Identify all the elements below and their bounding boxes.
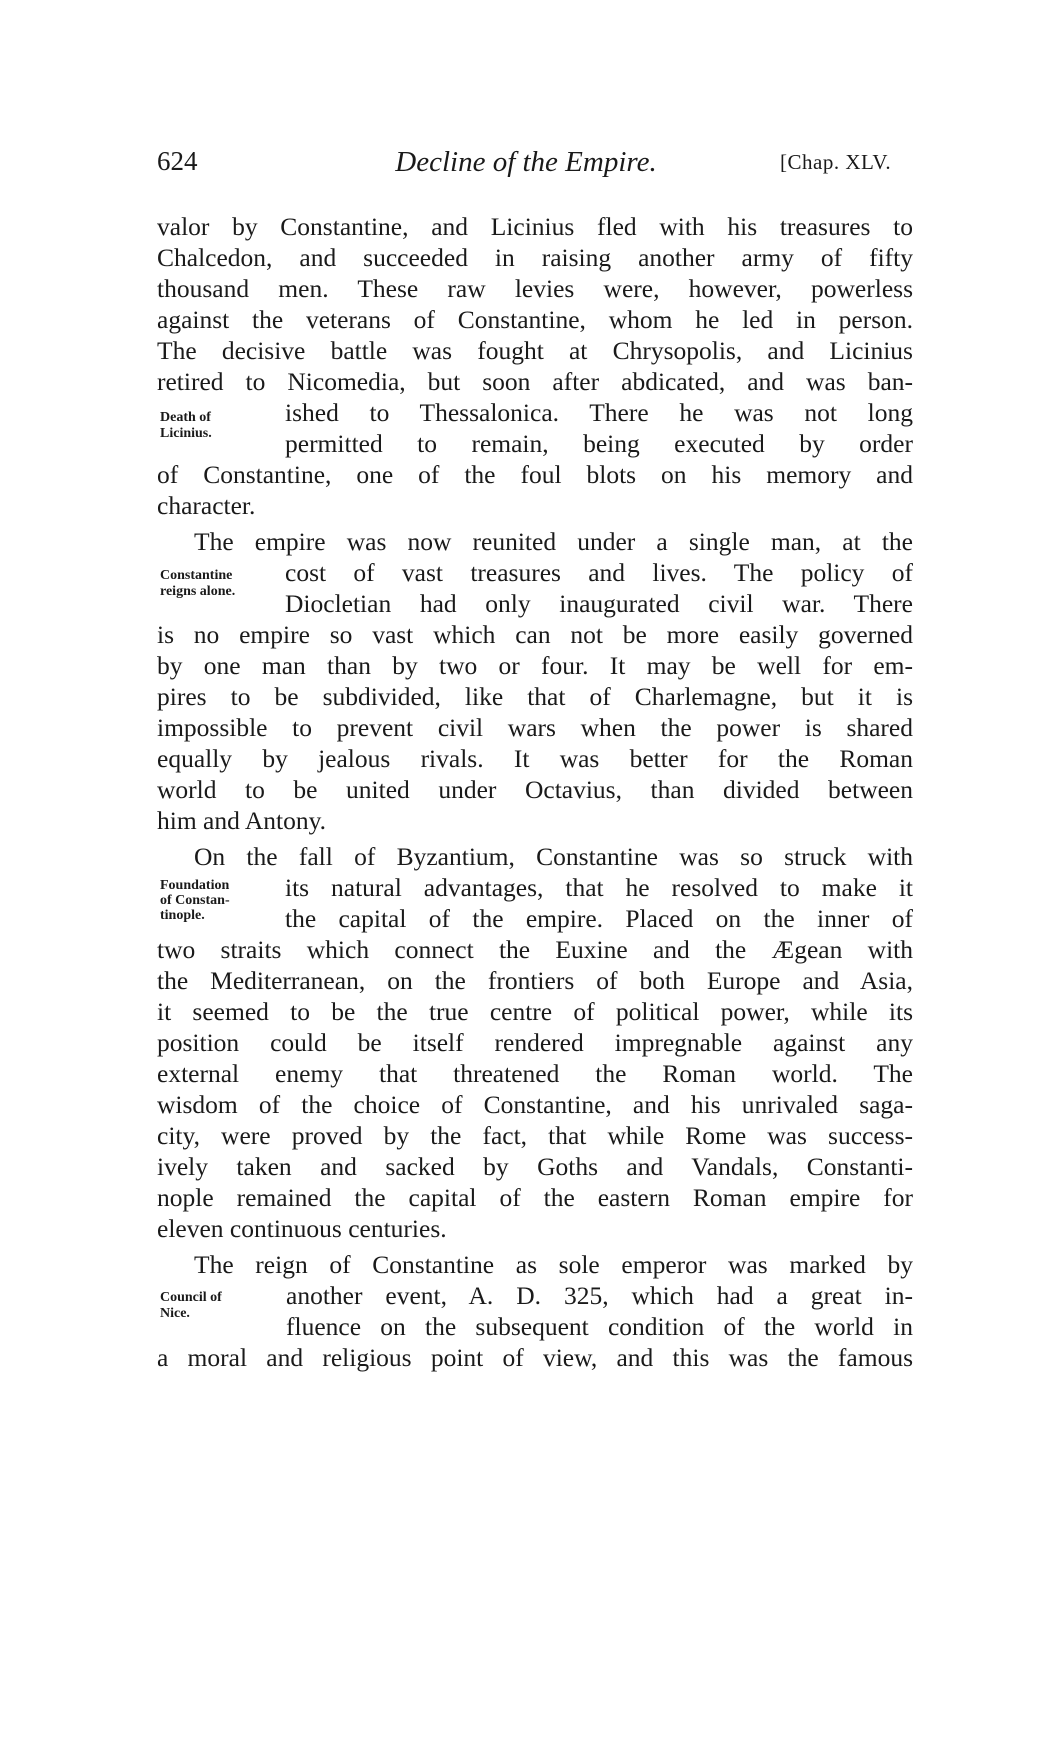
sidenote-line: Foundation	[160, 878, 230, 893]
text-line: wisdom of the choice of Constantine, and his unrivaled saga-	[157, 1090, 913, 1119]
sidenote-line: tinople.	[160, 908, 205, 923]
sidenote-line: Nice.	[160, 1306, 190, 1321]
sidenote-line: Council of	[160, 1290, 222, 1305]
text-line: ively taken and sacked by Goths and Vandals, Constanti-	[157, 1152, 913, 1181]
text-line: of Constantine, one of the foul blots on his memory and	[157, 460, 913, 489]
sidenote-line: Death of	[160, 410, 211, 425]
text-line: a moral and religious point of view, and this was the famous	[157, 1343, 913, 1372]
text-line: permitted to remain, being executed by order	[285, 429, 913, 458]
text-line: The reign of Constantine as sole emperor was marked by	[194, 1250, 913, 1279]
text-line: him and Antony.	[157, 806, 327, 835]
text-line: retired to Nicomedia, but soon after abdicated, and was ban-	[157, 367, 913, 396]
sidenote-line: Licinius.	[160, 426, 212, 441]
page-number: 624	[157, 146, 198, 176]
text-line: character.	[157, 491, 256, 520]
text-line: is no empire so vast which can not be more easily governed	[157, 620, 913, 649]
text-line: two straits which connect the Euxine and the Ægean with	[157, 935, 913, 964]
running-title: Decline of the Empire.	[395, 146, 657, 178]
text-line: world to be united under Octavius, than divided between	[157, 775, 913, 804]
text-line: impossible to prevent civil wars when the power is shared	[157, 713, 913, 742]
text-line: fluence on the subsequent condition of the world in	[286, 1312, 913, 1341]
text-line: Diocletian had only inaugurated civil war. There	[285, 589, 913, 618]
text-line: pires to be subdivided, like that of Charlemagne, but it is	[157, 682, 913, 711]
text-line: cost of vast treasures and lives. The policy of	[285, 558, 913, 587]
running-header	[0, 146, 1052, 190]
text-line: the capital of the empire. Placed on the inner of	[285, 904, 913, 933]
text-line: ished to Thessalonica. There he was not long	[285, 398, 913, 427]
text-line: it seemed to be the true centre of political power, while its	[157, 997, 913, 1026]
sidenote-line: Constantine	[160, 568, 233, 583]
text-line: against the veterans of Constantine, whom he led in person.	[157, 305, 913, 334]
text-line: nople remained the capital of the eastern Roman empire for	[157, 1183, 913, 1212]
text-line: thousand men. These raw levies were, however, powerless	[157, 274, 913, 303]
text-line: Chalcedon, and succeeded in raising another army of fifty	[157, 243, 913, 272]
sidenote-line: of Constan-	[160, 893, 230, 908]
text-line: another event, A. D. 325, which had a great in-	[286, 1281, 913, 1310]
text-line: external enemy that threatened the Roman world. The	[157, 1059, 913, 1088]
text-line: position could be itself rendered impregnable against any	[157, 1028, 913, 1057]
text-line: equally by jealous rivals. It was better for the Roman	[157, 744, 913, 773]
text-line: The empire was now reunited under a single man, at the	[194, 527, 913, 556]
text-line: its natural advantages, that he resolved to make it	[285, 873, 913, 902]
text-line: city, were proved by the fact, that while Rome was success-	[157, 1121, 913, 1150]
sidenote-line: reigns alone.	[160, 584, 236, 599]
text-line: On the fall of Byzantium, Constantine was so struck with	[194, 842, 913, 871]
text-line: valor by Constantine, and Licinius fled with his treasures to	[157, 212, 913, 241]
text-line: the Mediterranean, on the frontiers of both Europe and Asia,	[157, 966, 913, 995]
chapter-label: [Chap. XLV.	[780, 150, 892, 174]
text-line: The decisive battle was fought at Chrysopolis, and Licinius	[157, 336, 913, 365]
text-line: by one man than by two or four. It may be well for em-	[157, 651, 913, 680]
text-line: eleven continuous centuries.	[157, 1214, 447, 1243]
